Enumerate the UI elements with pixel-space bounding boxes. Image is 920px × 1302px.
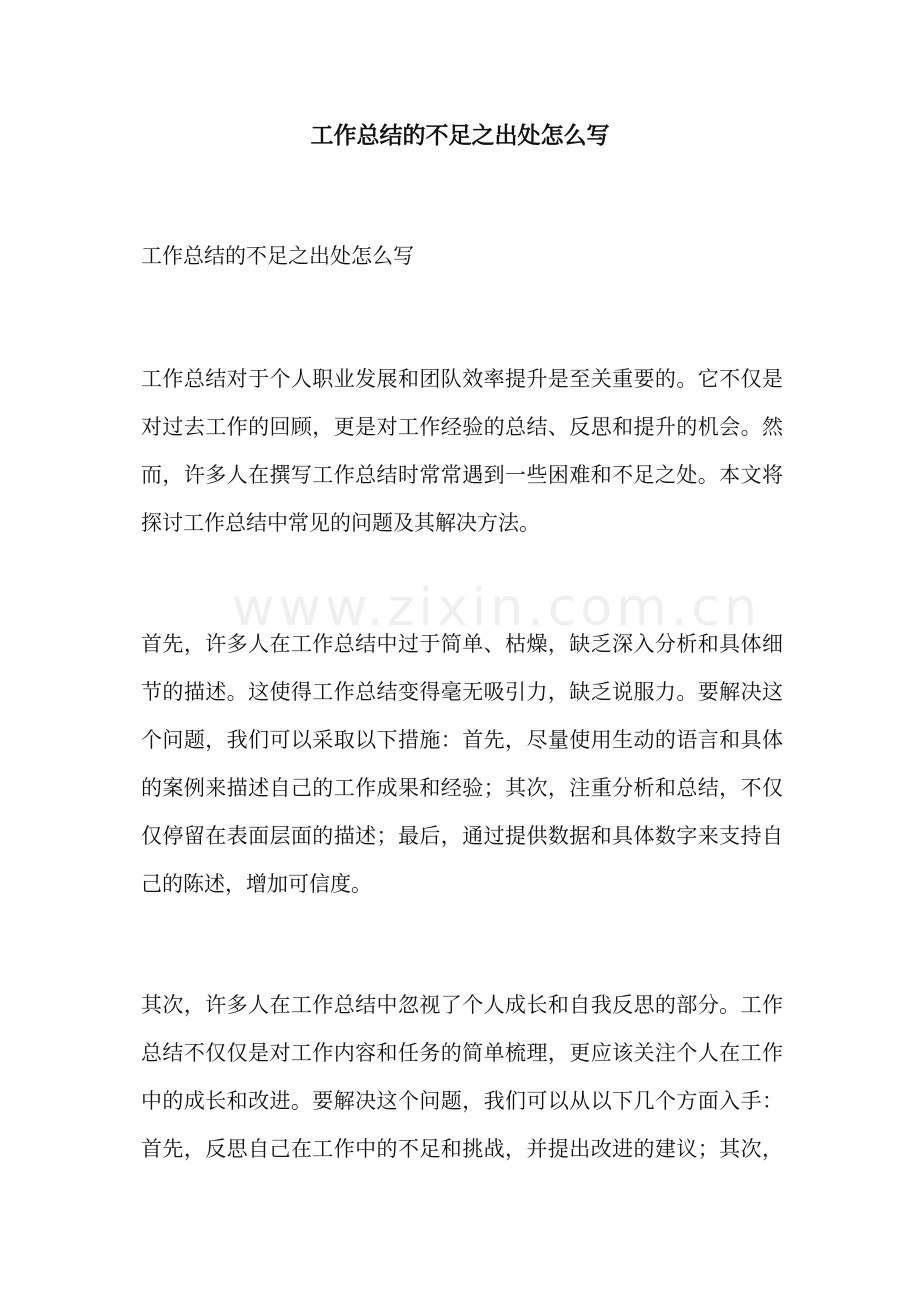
paragraph-second-issue bbox=[141, 981, 783, 1173]
paragraph-line: 中的成长和改进。要解决这个问题，我们可以从以下几个方面入手： bbox=[141, 1089, 783, 1113]
document-title: 工作总结的不足之出处怎么写 bbox=[310, 122, 610, 149]
paragraph-line: 探讨工作总结中常见的问题及其解决方法。 bbox=[141, 511, 540, 535]
watermark-text: www.zixin.com.cn bbox=[232, 578, 761, 638]
paragraph-line: 而，许多人在撰写工作总结时常常遇到一些困难和不足之处。本文将 bbox=[141, 463, 783, 487]
paragraph-line: 己的陈述，增加可信度。 bbox=[141, 872, 372, 896]
paragraph-line: 总结不仅仅是对工作内容和任务的简单梳理，更应该关注个人在工作 bbox=[141, 1041, 783, 1065]
paragraph-line: 的案例来描述自己的工作成果和经验；其次，注重分析和总结，不仅 bbox=[141, 776, 783, 800]
paragraph-intro bbox=[141, 355, 783, 547]
paragraph-line: 仅停留在表面层面的描述；最后，通过提供数据和具体数字来支持自 bbox=[141, 824, 783, 848]
paragraph-line: 首先，反思自己在工作中的不足和挑战，并提出改进的建议；其次， bbox=[141, 1137, 783, 1161]
paragraph-line: 个问题，我们可以采取以下措施：首先，尽量使用生动的语言和具体 bbox=[141, 728, 783, 752]
paragraph-first-issue bbox=[141, 620, 783, 908]
document-subtitle: 工作总结的不足之出处怎么写 bbox=[141, 244, 414, 268]
paragraph-line: 节的描述。这使得工作总结变得毫无吸引力，缺乏说服力。要解决这 bbox=[141, 680, 783, 704]
paragraph-line: 其次，许多人在工作总结中忽视了个人成长和自我反思的部分。工作 bbox=[141, 993, 783, 1017]
paragraph-line: 首先，许多人在工作总结中过于简单、枯燥，缺乏深入分析和具体细 bbox=[141, 632, 783, 656]
paragraph-line: 工作总结对于个人职业发展和团队效率提升是至关重要的。它不仅是 bbox=[141, 367, 783, 391]
paragraph-line: 对过去工作的回顾，更是对工作经验的总结、反思和提升的机会。然 bbox=[141, 415, 783, 439]
